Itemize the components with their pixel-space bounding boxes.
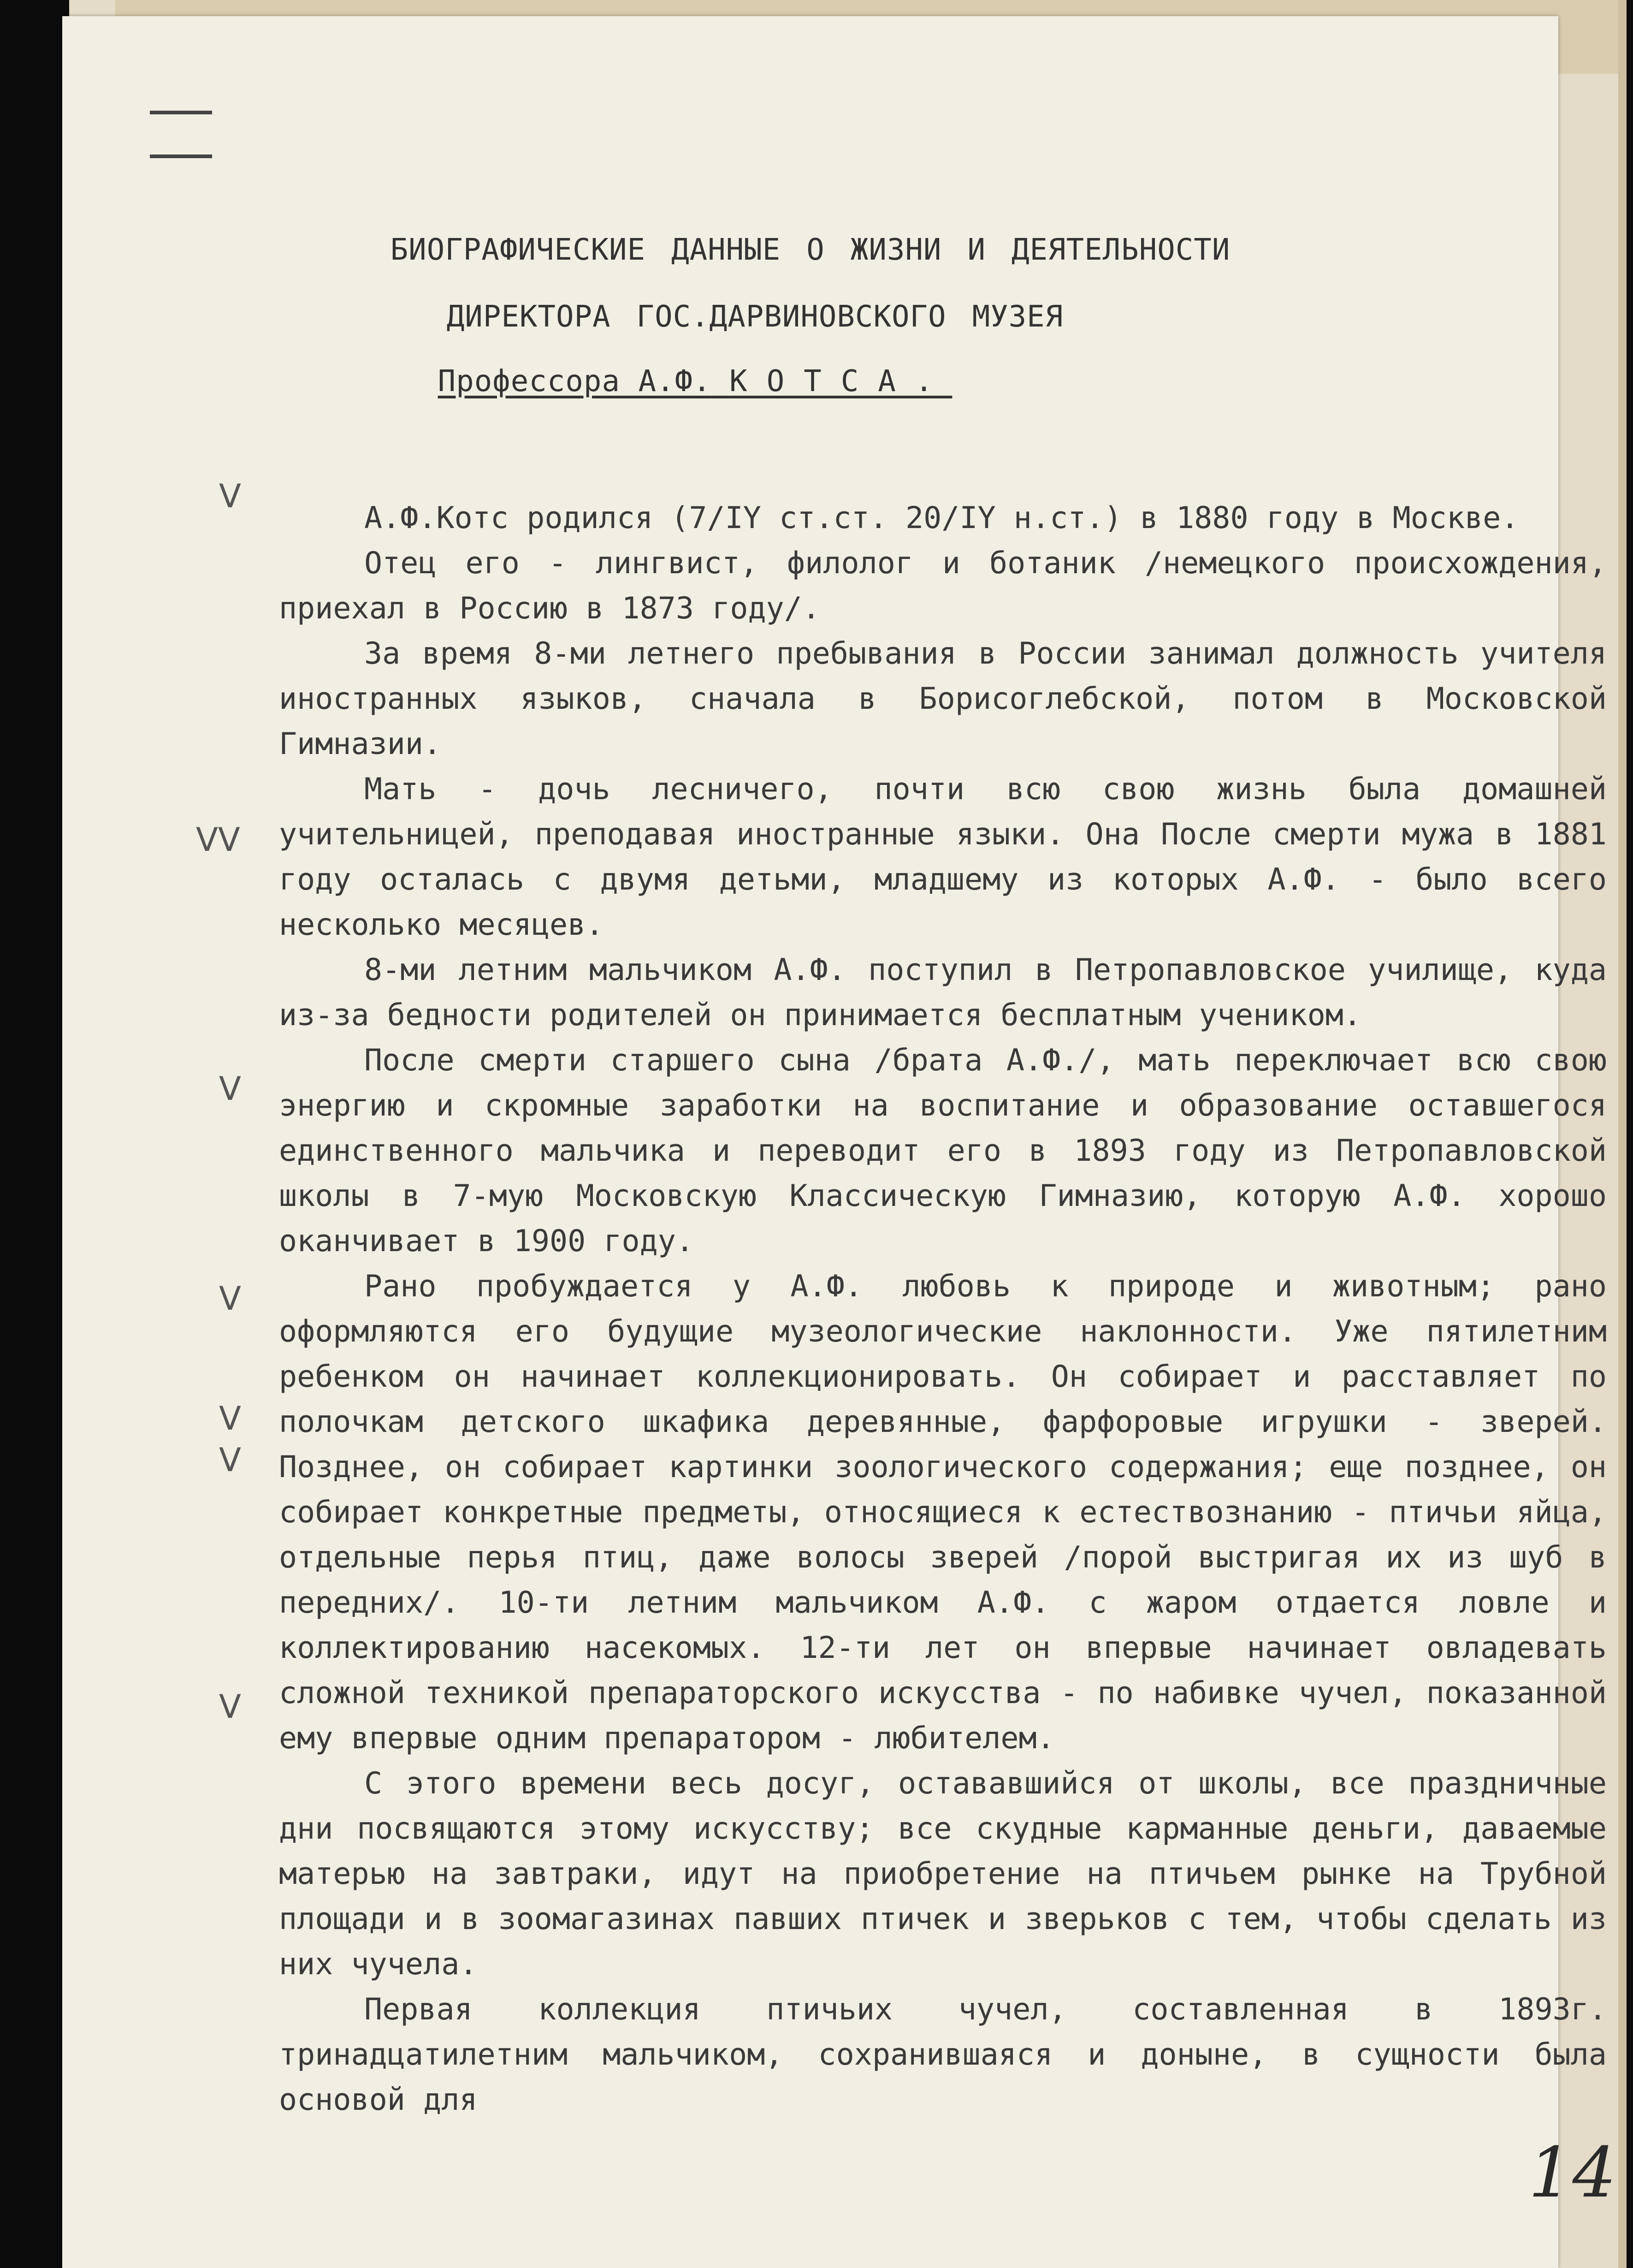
document-body bbox=[279, 496, 1607, 2123]
paragraph: За время 8-ми летнего пребывания в России занимал должность учителя иностранных языков, сначала в Борисоглебской, потом в Московской Гимназии. bbox=[279, 636, 1607, 761]
paragraph: 8-ми летним мальчиком А.Ф. поступил в Петропавловское училище, куда из-за бедности родителей он принимается бесплатным учеником. bbox=[279, 953, 1607, 1033]
margin-rule-mark bbox=[150, 154, 212, 158]
margin-check-mark: V bbox=[219, 1400, 241, 1437]
paragraph: После смерти старшего сына /брата А.Ф./, мать переключает всю свою энергию и скромные заработки на воспитание и образование оставшегося единственного мальчика и переводит его в 1893 году из Петропавловской школы в 7-мую Московскую Классическую Гимназию, которую А.Ф. хорошо оканчивает в 1900 году. bbox=[279, 1043, 1607, 1259]
paragraph: Отец его - лингвист, филолог и ботаник /немецкого происхождения, приехал в Россию в 1873 году/. bbox=[279, 546, 1607, 626]
document-page bbox=[62, 16, 1616, 2268]
paragraph: С этого времени весь досуг, остававшийся от школы, все праздничные дни посвящаются этому искусству; все скудные карманные деньги, даваемые матерью на завтраки, идут на приобретение на птичьем рынке на Трубной площади и в зоомагазинах павших птичек и зверьков с тем, чтобы сделать из них чучела. bbox=[279, 1766, 1607, 1982]
page-number: 14 bbox=[1528, 2133, 1616, 2213]
paragraph: А.Ф.Котс родился (7/IY ст.ст. 20/IY н.ст.) в 1880 году в Москве. bbox=[364, 501, 1519, 535]
title-line-3: Профессора А.Ф. КОТСА. bbox=[438, 364, 953, 398]
margin-check-mark: V bbox=[219, 477, 241, 515]
margin-check-mark: VV bbox=[196, 821, 240, 859]
margin-check-mark: V bbox=[219, 1441, 241, 1479]
margin-check-mark: V bbox=[219, 1070, 241, 1108]
margin-check-mark: V bbox=[219, 1280, 241, 1318]
paragraph: Мать - дочь лесничего, почти всю свою жизнь была домашней учительницей, преподавая иностранные языки. Она После смерти мужа в 1881 году осталась с двумя детьми, младшему из которых А.Ф. - было всего несколько месяцев. bbox=[279, 772, 1607, 942]
paragraph: Рано пробуждается у А.Ф. любовь к природе и животным; рано оформляются его будущие музеологические наклонности. Уже пятилетним ребенком он начинает коллекционировать. Он собирает и расставляет по полочкам детского шкафика деревянные, фарфоровые игрушки - зверей. Позднее, он собирает картинки зоологического содержания; еще позднее, он собирает конкретные предметы, относящиеся к естествознанию - птичьи яйца, отдельные перья птиц, даже волосы зверей /порой выстригая их из шуб в передних/. 10-ти летним мальчиком А.Ф. с жаром отдается ловле и коллектированию насекомых. 12-ти лет он впервые начинает овладевать сложной техникой препараторского искусства - по набивке чучел, показанной ему впервые одним препаратором - любителем. bbox=[279, 1269, 1607, 1756]
title-line-1: БИОГРАФИЧЕСКИЕ ДАННЫЕ О ЖИЗНИ И ДЕЯТЕЛЬНОСТИ bbox=[390, 233, 1231, 267]
margin-rule-mark bbox=[150, 111, 212, 114]
paragraph: Первая коллекция птичьих чучел, составленная в 1893г. тринадцатилетним мальчиком, сохранившаяся и доныне, в сущности была основой для bbox=[279, 1992, 1607, 2117]
margin-check-mark: V bbox=[219, 1688, 241, 1726]
title-line-2: ДИРЕКТОРА ГОС.ДАРВИНОВСКОГО МУЗЕЯ bbox=[446, 300, 1064, 334]
